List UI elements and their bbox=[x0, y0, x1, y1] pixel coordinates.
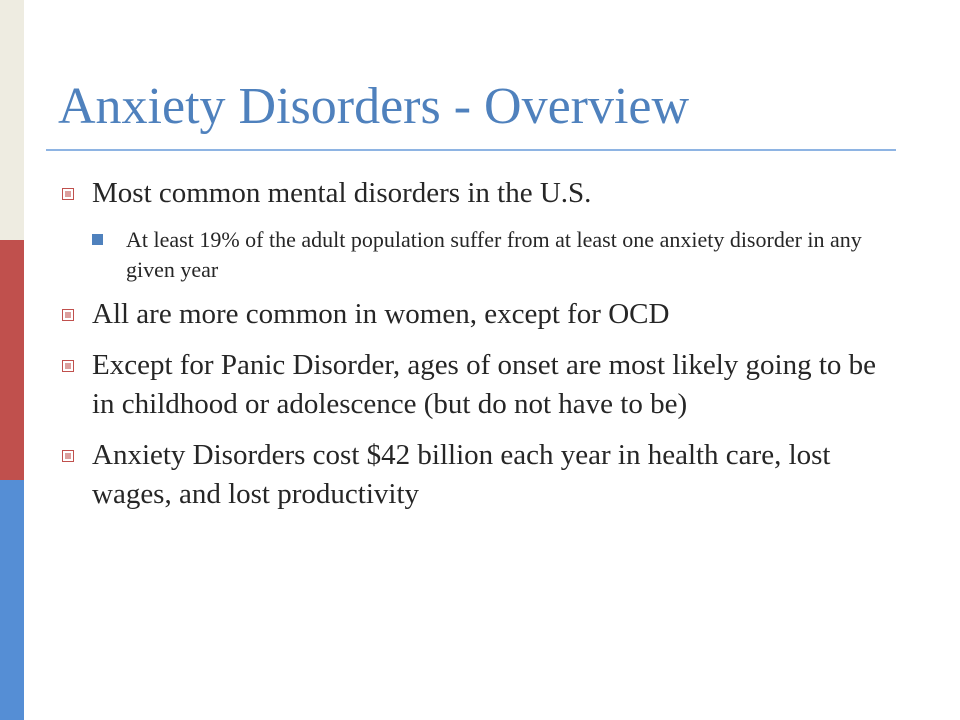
bullet-text: Except for Panic Disorder, ages of onset are most likely going to be in childhood or adolescence (but do not have to be) bbox=[92, 349, 877, 420]
side-bar-blue bbox=[0, 480, 24, 720]
bullet-list bbox=[58, 174, 898, 526]
filled-square-icon bbox=[92, 234, 103, 245]
side-bar-beige bbox=[0, 0, 24, 240]
side-bar-red bbox=[0, 240, 24, 480]
sub-bullet-item bbox=[92, 225, 898, 285]
bullet-text: All are more common in women, except for OCD bbox=[92, 298, 670, 330]
title-divider bbox=[46, 149, 896, 151]
bullet-item bbox=[58, 436, 898, 514]
bullet-item bbox=[58, 174, 898, 213]
bullet-text: Anxiety Disorders cost $42 billion each year in health care, lost wages, and lost productivity bbox=[92, 439, 831, 510]
sub-bullet-text: At least 19% of the adult population suffer from at least one anxiety disorder in any given year bbox=[126, 227, 862, 282]
bullet-item bbox=[58, 346, 898, 424]
bullet-item bbox=[58, 295, 898, 334]
bullet-text: Most common mental disorders in the U.S. bbox=[92, 177, 592, 209]
hollow-square-icon bbox=[62, 188, 74, 200]
hollow-square-icon bbox=[62, 450, 74, 462]
hollow-square-icon bbox=[62, 309, 74, 321]
slide-title: Anxiety Disorders - Overview bbox=[58, 78, 690, 135]
hollow-square-icon bbox=[62, 360, 74, 372]
